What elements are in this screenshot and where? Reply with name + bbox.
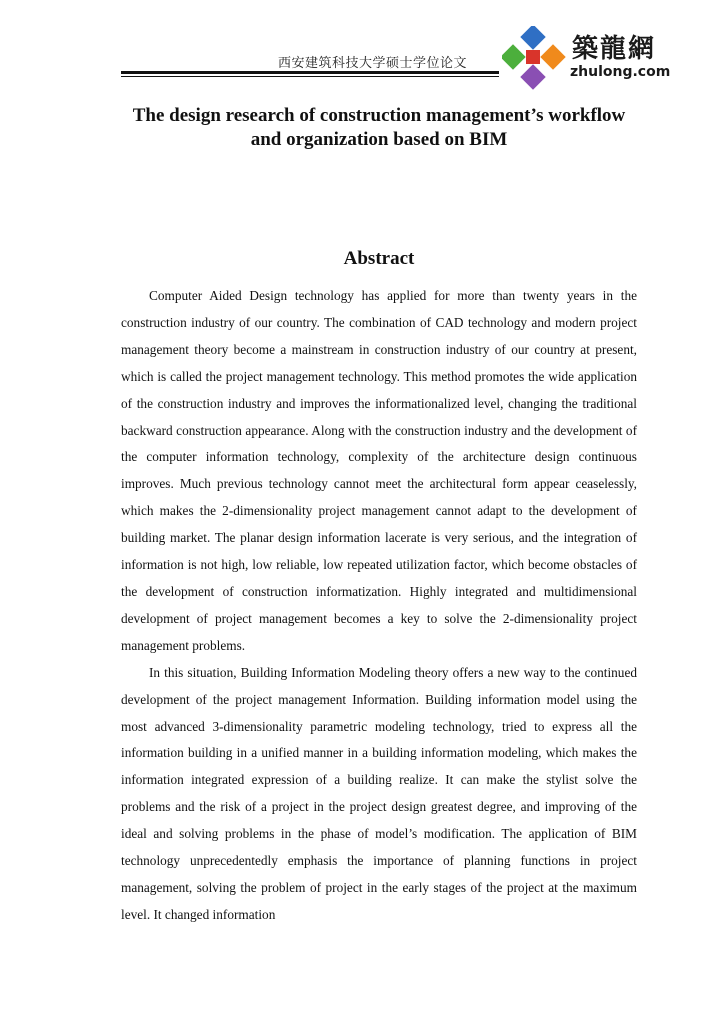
abstract-paragraph-2: In this situation, Building Information Modeling theory offers a new way to the continued development of the project management Information. Building information model using the most advanced 3-dimensionality parametric modeling technology, tried to express all the information building in a unified manner in a building information modeling, which makes the information integrated expression of a building realize. It can make the stylist solve the problems and the risk of a project in the project design greatest degree, and improving of the ideal and solving problems in the phase of model’s modification. The application of BIM technology unprecedentedly emphasis the importance of planning functions in project management, solving the problem of project in the early stages of the project at the maximum level. It changed information <box>121 664 637 922</box>
logo-mark-icon <box>502 26 566 90</box>
logo-domain-text: zhulong.com <box>570 64 671 80</box>
header-rule-thin <box>121 76 499 77</box>
abstract-body <box>121 283 637 929</box>
logo-tile-left <box>502 44 526 69</box>
thesis-title <box>110 104 648 152</box>
abstract-paragraph-1: Computer Aided Design technology has applied for more than twenty years in the construction industry of our country. The combination of CAD technology and modern project management theory become a mainstream in construction industry of our country at present, which is called the project management technology. This method promotes the wide application of the construction industry and improves the informationalized level, changing the traditional backward construction appearance. Along with the construction industry and the development of the computer information technology, complexity of the architecture design continuous improves. Much previous technology cannot meet the architectural form appear ceaselessly, which makes the 2-dimensionality project management cannot adapt to the development of building market. The planar design information lacerate is very serious, and the integration of information is not high, low reliable, low repeated utilization factor, which become obstacles of the development of construction informatization. Highly integrated and multidimensional development of project management becomes a key to solve the 2-dimensionality project management problems. <box>121 288 637 653</box>
zhulong-logo <box>502 22 680 92</box>
logo-tile-right <box>540 44 565 69</box>
title-line-2: and organization based on BIM <box>250 129 508 150</box>
header-rule-thick <box>121 71 499 74</box>
university-header-text: 西安建筑科技大学硕士学位论文 <box>278 56 468 71</box>
logo-tile-center <box>526 50 540 64</box>
abstract-heading: Abstract <box>343 248 415 269</box>
logo-chinese-text: 築龍網 <box>572 34 657 64</box>
logo-tile-bottom <box>520 64 545 89</box>
title-line-1: The design research of construction management’s workflow <box>132 105 626 126</box>
logo-tile-top <box>520 26 545 50</box>
